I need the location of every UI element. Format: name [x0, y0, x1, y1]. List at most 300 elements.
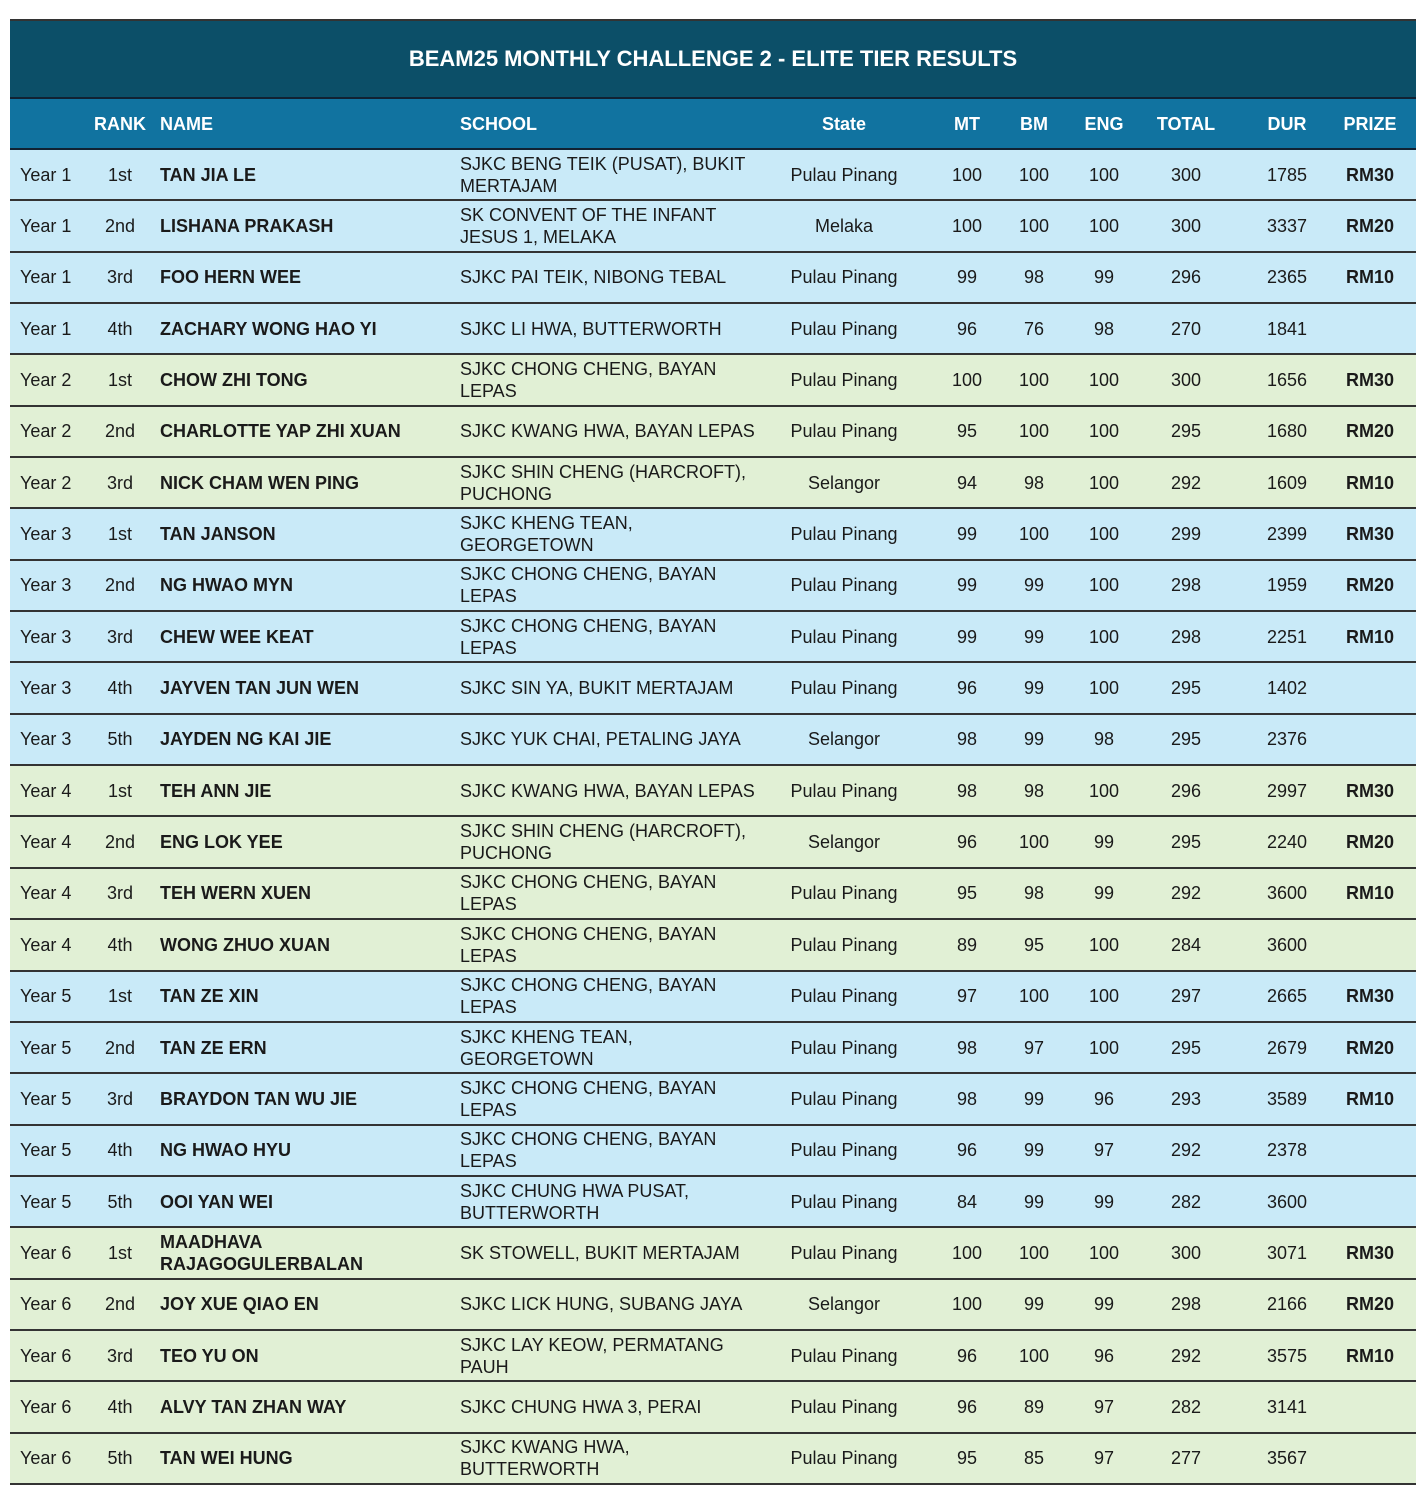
mt-cell: 89 — [956, 934, 978, 955]
rank-cell: 1st — [107, 164, 132, 185]
header-bm: BM — [1020, 113, 1048, 134]
rank-cell: 5th — [107, 1448, 133, 1469]
prize-cell: RM10 — [1345, 472, 1394, 493]
dur-cell: 2399 — [1266, 524, 1308, 545]
school-cell: SJKC CHUNG HWA 3, PERAI — [460, 1396, 702, 1417]
state-cell: Pulau Pinang — [790, 1088, 898, 1109]
total-cell: 277 — [1170, 1448, 1202, 1469]
dur-cell: 1609 — [1266, 472, 1308, 493]
state-cell: Pulau Pinang — [790, 883, 898, 904]
total-cell: 300 — [1170, 164, 1202, 185]
mt-cell: 98 — [956, 729, 978, 750]
state-cell: Selangor — [807, 472, 881, 493]
year-cell: Year 5 — [20, 986, 72, 1007]
eng-cell: 98 — [1093, 729, 1115, 750]
state-cell: Pulau Pinang — [790, 1345, 898, 1366]
table-row — [10, 1023, 1416, 1074]
mt-cell: 95 — [956, 421, 978, 442]
name-cell: TEH ANN JIE — [160, 780, 272, 801]
table-row — [10, 869, 1416, 920]
state-cell: Pulau Pinang — [790, 986, 898, 1007]
header-prize: PRIZE — [1343, 113, 1397, 134]
prize-cell: RM20 — [1345, 421, 1394, 442]
rank-cell: 3rd — [106, 626, 133, 647]
total-cell: 300 — [1170, 216, 1202, 237]
eng-cell: 99 — [1093, 267, 1115, 288]
total-cell: 293 — [1170, 1088, 1202, 1109]
dur-cell: 3589 — [1266, 1088, 1308, 1109]
bm-cell: 98 — [1023, 883, 1045, 904]
bm-cell: 99 — [1023, 678, 1045, 699]
table-row — [10, 458, 1416, 509]
state-cell: Pulau Pinang — [790, 1448, 898, 1469]
name-cell: CHEW WEE KEAT — [160, 626, 314, 647]
bm-cell: 97 — [1023, 1037, 1045, 1058]
rank-cell: 1st — [107, 986, 132, 1007]
prize-cell — [1330, 1177, 1410, 1226]
table-row — [10, 201, 1416, 252]
name-cell: OOI YAN WEI — [160, 1191, 274, 1212]
year-cell: Year 3 — [20, 575, 72, 596]
dur-cell: 2240 — [1266, 832, 1308, 853]
year-cell: Year 2 — [20, 472, 72, 493]
header-rank: RANK — [94, 113, 146, 134]
eng-cell: 100 — [1088, 524, 1120, 545]
year-cell: Year 6 — [20, 1345, 72, 1366]
mt-cell: 94 — [956, 472, 978, 493]
total-cell: 295 — [1170, 729, 1202, 750]
table-row — [10, 509, 1416, 560]
eng-cell: 99 — [1093, 832, 1115, 853]
name-cell: TAN ZE XIN — [160, 986, 259, 1007]
table-row — [10, 920, 1416, 971]
state-cell: Pulau Pinang — [790, 370, 898, 391]
header-total: TOTAL — [1156, 113, 1216, 134]
prize-cell: RM30 — [1345, 524, 1394, 545]
bm-cell: 99 — [1023, 626, 1045, 647]
prize-cell: RM20 — [1345, 832, 1394, 853]
school-cell: SK CONVENT OF THE INFANT JESUS 1, MELAKA — [460, 205, 717, 248]
total-cell: 300 — [1170, 370, 1202, 391]
bm-cell: 99 — [1023, 1191, 1045, 1212]
state-cell: Pulau Pinang — [790, 421, 898, 442]
rank-cell: 2nd — [104, 1294, 136, 1315]
state-cell: Pulau Pinang — [790, 626, 898, 647]
dur-cell: 3575 — [1266, 1345, 1308, 1366]
dur-cell: 1841 — [1266, 318, 1308, 339]
state-cell: Pulau Pinang — [790, 1037, 898, 1058]
rank-cell: 4th — [107, 318, 133, 339]
rank-cell: 4th — [107, 934, 133, 955]
total-cell: 297 — [1170, 986, 1202, 1007]
eng-cell: 100 — [1088, 216, 1120, 237]
dur-cell: 3071 — [1266, 1242, 1308, 1263]
prize-cell: RM20 — [1345, 216, 1394, 237]
school-cell: SJKC SHIN CHENG (HARCROFT), PUCHONG — [460, 821, 747, 864]
mt-cell: 96 — [956, 832, 978, 853]
total-cell: 299 — [1170, 524, 1202, 545]
school-cell: SJKC CHONG CHENG, BAYAN LEPAS — [460, 1129, 717, 1172]
table-row — [10, 817, 1416, 868]
dur-cell: 1680 — [1266, 421, 1308, 442]
state-cell: Pulau Pinang — [790, 1242, 898, 1263]
year-cell: Year 6 — [20, 1448, 72, 1469]
total-cell: 270 — [1170, 318, 1202, 339]
prize-cell: RM30 — [1345, 986, 1394, 1007]
bm-cell: 89 — [1023, 1396, 1045, 1417]
dur-cell: 2665 — [1266, 986, 1308, 1007]
state-cell: Selangor — [807, 832, 881, 853]
table-row — [10, 407, 1416, 458]
name-cell: ALVY TAN ZHAN WAY — [160, 1396, 347, 1417]
bm-cell: 100 — [1018, 421, 1050, 442]
rank-cell: 1st — [107, 524, 132, 545]
name-cell: ENG LOK YEE — [160, 832, 283, 853]
state-cell: Pulau Pinang — [790, 1191, 898, 1212]
eng-cell: 97 — [1093, 1396, 1115, 1417]
bm-cell: 85 — [1023, 1448, 1045, 1469]
mt-cell: 98 — [956, 1088, 978, 1109]
mt-cell: 100 — [951, 216, 983, 237]
eng-cell: 99 — [1093, 883, 1115, 904]
prize-cell: RM10 — [1345, 1088, 1394, 1109]
state-cell: Pulau Pinang — [790, 1140, 898, 1161]
prize-cell: RM20 — [1345, 1294, 1394, 1315]
bm-cell: 99 — [1023, 1088, 1045, 1109]
rank-cell: 1st — [107, 1242, 132, 1263]
dur-cell: 1959 — [1266, 575, 1308, 596]
rank-cell: 4th — [107, 1140, 133, 1161]
name-cell: CHOW ZHI TONG — [160, 370, 308, 391]
name-cell: TAN JANSON — [160, 524, 276, 545]
school-cell: SJKC CHONG CHENG, BAYAN LEPAS — [460, 564, 717, 607]
prize-cell: RM30 — [1345, 370, 1394, 391]
total-cell: 292 — [1170, 472, 1202, 493]
total-cell: 295 — [1170, 421, 1202, 442]
mt-cell: 100 — [951, 370, 983, 391]
header-school: SCHOOL — [460, 113, 538, 134]
name-cell: TEH WERN XUEN — [160, 883, 312, 904]
total-cell: 295 — [1170, 1037, 1202, 1058]
year-cell: Year 5 — [20, 1140, 72, 1161]
mt-cell: 99 — [956, 524, 978, 545]
header-state: State — [821, 113, 866, 134]
prize-cell — [1330, 920, 1410, 969]
eng-cell: 100 — [1088, 678, 1120, 699]
bm-cell: 100 — [1018, 370, 1050, 391]
mt-cell: 96 — [956, 1396, 978, 1417]
state-cell: Selangor — [807, 729, 881, 750]
mt-cell: 96 — [956, 1140, 978, 1161]
eng-cell: 99 — [1093, 1294, 1115, 1315]
state-cell: Pulau Pinang — [790, 318, 898, 339]
bm-cell: 100 — [1018, 986, 1050, 1007]
dur-cell: 2997 — [1266, 780, 1308, 801]
mt-cell: 95 — [956, 1448, 978, 1469]
total-cell: 292 — [1170, 883, 1202, 904]
total-cell: 298 — [1170, 1294, 1202, 1315]
name-cell: JAYDEN NG KAI JIE — [160, 729, 332, 750]
state-cell: Melaka — [814, 216, 874, 237]
rank-cell: 2nd — [104, 216, 136, 237]
name-cell: JAYVEN TAN JUN WEN — [160, 678, 360, 699]
school-cell: SJKC CHONG CHENG, BAYAN LEPAS — [460, 615, 717, 658]
table-row — [10, 663, 1416, 714]
eng-cell: 100 — [1088, 986, 1120, 1007]
mt-cell: 99 — [956, 626, 978, 647]
table-row — [10, 715, 1416, 766]
table-row — [10, 1177, 1416, 1228]
year-cell: Year 1 — [20, 267, 72, 288]
dur-cell: 3600 — [1266, 1191, 1308, 1212]
header-eng: ENG — [1084, 113, 1124, 134]
dur-cell: 1656 — [1266, 370, 1308, 391]
name-cell: LISHANA PRAKASH — [160, 216, 334, 237]
dur-cell: 3600 — [1266, 883, 1308, 904]
year-cell: Year 1 — [20, 216, 72, 237]
mt-cell: 99 — [956, 575, 978, 596]
state-cell: Pulau Pinang — [790, 575, 898, 596]
bm-cell: 98 — [1023, 267, 1045, 288]
state-cell: Pulau Pinang — [790, 164, 898, 185]
name-cell: MAADHAVA RAJAGOGULERBALAN — [160, 1231, 364, 1274]
state-cell: Selangor — [807, 1294, 881, 1315]
school-cell: SJKC CHONG CHENG, BAYAN LEPAS — [460, 872, 717, 915]
mt-cell: 97 — [956, 986, 978, 1007]
school-cell: SJKC LI HWA, BUTTERWORTH — [460, 318, 722, 339]
prize-cell — [1330, 1126, 1410, 1175]
bm-cell: 99 — [1023, 1294, 1045, 1315]
dur-cell: 2378 — [1266, 1140, 1308, 1161]
mt-cell: 98 — [956, 780, 978, 801]
table-row — [10, 1434, 1416, 1485]
results-table — [10, 19, 1416, 1485]
year-cell: Year 4 — [20, 883, 72, 904]
year-cell: Year 6 — [20, 1396, 72, 1417]
school-cell: SJKC YUK CHAI, PETALING JAYA — [460, 729, 741, 750]
name-cell: TAN ZE ERN — [160, 1037, 267, 1058]
total-cell: 298 — [1170, 575, 1202, 596]
year-cell: Year 4 — [20, 832, 72, 853]
dur-cell: 3337 — [1266, 216, 1308, 237]
table-body — [10, 150, 1416, 1485]
state-cell: Pulau Pinang — [790, 780, 898, 801]
prize-cell: RM30 — [1345, 164, 1394, 185]
rank-cell: 3rd — [106, 883, 133, 904]
header-name: NAME — [160, 113, 213, 134]
rank-cell: 1st — [107, 780, 132, 801]
year-cell: Year 3 — [20, 626, 72, 647]
year-cell: Year 4 — [20, 780, 72, 801]
prize-cell: RM30 — [1345, 1242, 1394, 1263]
eng-cell: 96 — [1093, 1088, 1115, 1109]
mt-cell: 98 — [956, 1037, 978, 1058]
table-row — [10, 1074, 1416, 1125]
year-cell: Year 1 — [20, 164, 72, 185]
total-cell: 282 — [1170, 1191, 1202, 1212]
eng-cell: 100 — [1088, 1037, 1120, 1058]
dur-cell: 2166 — [1266, 1294, 1308, 1315]
year-cell: Year 6 — [20, 1294, 72, 1315]
school-cell: SJKC KWANG HWA, BAYAN LEPAS — [460, 421, 755, 442]
total-cell: 282 — [1170, 1396, 1202, 1417]
table-row — [10, 1228, 1416, 1279]
bm-cell: 99 — [1023, 729, 1045, 750]
year-cell: Year 5 — [20, 1191, 72, 1212]
table-row — [10, 766, 1416, 817]
school-cell: SJKC CHUNG HWA PUSAT, BUTTERWORTH — [460, 1180, 690, 1223]
eng-cell: 100 — [1088, 575, 1120, 596]
dur-cell: 1785 — [1266, 164, 1308, 185]
eng-cell: 100 — [1088, 164, 1120, 185]
eng-cell: 100 — [1088, 780, 1120, 801]
prize-cell: RM10 — [1345, 267, 1394, 288]
eng-cell: 97 — [1093, 1140, 1115, 1161]
school-cell: SJKC PAI TEIK, NIBONG TEBAL — [460, 267, 727, 288]
prize-cell: RM10 — [1345, 883, 1394, 904]
state-cell: Pulau Pinang — [790, 267, 898, 288]
rank-cell: 5th — [107, 729, 133, 750]
name-cell: NICK CHAM WEN PING — [160, 472, 359, 493]
school-cell: SJKC SHIN CHENG (HARCROFT), PUCHONG — [460, 461, 747, 504]
eng-cell: 100 — [1088, 472, 1120, 493]
rank-cell: 3rd — [106, 1088, 133, 1109]
dur-cell: 3567 — [1266, 1448, 1308, 1469]
dur-cell: 2376 — [1266, 729, 1308, 750]
bm-cell: 100 — [1018, 524, 1050, 545]
rank-cell: 5th — [107, 1191, 133, 1212]
bm-cell: 99 — [1023, 1140, 1045, 1161]
prize-cell: RM30 — [1345, 780, 1394, 801]
school-cell: SK STOWELL, BUKIT MERTAJAM — [460, 1242, 740, 1263]
mt-cell: 99 — [956, 267, 978, 288]
rank-cell: 3rd — [106, 267, 133, 288]
school-cell: SJKC KHENG TEAN, GEORGETOWN — [460, 513, 633, 556]
year-cell: Year 2 — [20, 421, 72, 442]
school-cell: SJKC CHONG CHENG, BAYAN LEPAS — [460, 923, 717, 966]
school-cell: SJKC KHENG TEAN, GEORGETOWN — [460, 1026, 633, 1069]
state-cell: Pulau Pinang — [790, 524, 898, 545]
mt-cell: 100 — [951, 1294, 983, 1315]
state-cell: Pulau Pinang — [790, 1396, 898, 1417]
bm-cell: 100 — [1018, 1242, 1050, 1263]
bm-cell: 99 — [1023, 575, 1045, 596]
table-row — [10, 355, 1416, 406]
dur-cell: 1402 — [1266, 678, 1308, 699]
table-row — [10, 1126, 1416, 1177]
total-cell: 296 — [1170, 267, 1202, 288]
school-cell: SJKC KWANG HWA, BAYAN LEPAS — [460, 780, 755, 801]
mt-cell: 100 — [951, 1242, 983, 1263]
mt-cell: 96 — [956, 1345, 978, 1366]
school-cell: SJKC CHONG CHENG, BAYAN LEPAS — [460, 359, 717, 402]
state-cell: Pulau Pinang — [790, 934, 898, 955]
total-cell: 295 — [1170, 678, 1202, 699]
bm-cell: 100 — [1018, 832, 1050, 853]
table-row — [10, 253, 1416, 304]
prize-cell: RM10 — [1345, 1345, 1394, 1366]
rank-cell: 2nd — [104, 421, 136, 442]
school-cell: SJKC CHONG CHENG, BAYAN LEPAS — [460, 975, 717, 1018]
mt-cell: 95 — [956, 883, 978, 904]
eng-cell: 98 — [1093, 318, 1115, 339]
name-cell: NG HWAO HYU — [160, 1140, 292, 1161]
school-cell: SJKC BENG TEIK (PUSAT), BUKIT MERTAJAM — [460, 153, 746, 196]
rank-cell: 4th — [107, 678, 133, 699]
table-title: BEAM25 MONTHLY CHALLENGE 2 - ELITE TIER RESULTS — [10, 21, 1416, 99]
eng-cell: 99 — [1093, 1191, 1115, 1212]
total-cell: 295 — [1170, 832, 1202, 853]
mt-cell: 84 — [956, 1191, 978, 1212]
school-cell: SJKC CHONG CHENG, BAYAN LEPAS — [460, 1077, 717, 1120]
school-cell: SJKC LICK HUNG, SUBANG JAYA — [460, 1294, 743, 1315]
year-cell: Year 1 — [20, 318, 72, 339]
year-cell: Year 6 — [20, 1242, 72, 1263]
rank-cell: 3rd — [106, 472, 133, 493]
table-row — [10, 1331, 1416, 1382]
total-cell: 298 — [1170, 626, 1202, 647]
year-cell: Year 5 — [20, 1088, 72, 1109]
eng-cell: 97 — [1093, 1448, 1115, 1469]
eng-cell: 100 — [1088, 626, 1120, 647]
table-row — [10, 1280, 1416, 1331]
total-cell: 292 — [1170, 1345, 1202, 1366]
year-cell: Year 2 — [20, 370, 72, 391]
dur-cell: 3141 — [1266, 1396, 1308, 1417]
name-cell: CHARLOTTE YAP ZHI XUAN — [160, 421, 401, 442]
dur-cell: 2679 — [1266, 1037, 1308, 1058]
total-cell: 300 — [1170, 1242, 1202, 1263]
school-cell: SJKC SIN YA, BUKIT MERTAJAM — [460, 678, 734, 699]
prize-cell: RM20 — [1345, 1037, 1394, 1058]
year-cell: Year 3 — [20, 729, 72, 750]
prize-cell — [1330, 1434, 1410, 1483]
state-cell: Pulau Pinang — [790, 678, 898, 699]
prize-cell — [1330, 304, 1410, 353]
rank-cell: 2nd — [104, 832, 136, 853]
prize-cell — [1330, 715, 1410, 764]
name-cell: TAN WEI HUNG — [160, 1448, 293, 1469]
rank-cell: 1st — [107, 370, 132, 391]
table-row — [10, 561, 1416, 612]
eng-cell: 96 — [1093, 1345, 1115, 1366]
school-cell: SJKC KWANG HWA, BUTTERWORTH — [460, 1437, 630, 1480]
mt-cell: 100 — [951, 164, 983, 185]
bm-cell: 100 — [1018, 164, 1050, 185]
name-cell: TEO YU ON — [160, 1345, 259, 1366]
dur-cell: 2365 — [1266, 267, 1308, 288]
name-cell: WONG ZHUO XUAN — [160, 934, 330, 955]
header-mt: MT — [954, 113, 980, 134]
eng-cell: 100 — [1088, 934, 1120, 955]
prize-cell — [1330, 1382, 1410, 1431]
header-dur: DUR — [1267, 113, 1307, 134]
total-cell: 292 — [1170, 1140, 1202, 1161]
year-cell: Year 3 — [20, 678, 72, 699]
eng-cell: 100 — [1088, 370, 1120, 391]
name-cell: NG HWAO MYN — [160, 575, 293, 596]
name-cell: ZACHARY WONG HAO YI — [160, 318, 377, 339]
table-row — [10, 612, 1416, 663]
name-cell: JOY XUE QIAO EN — [160, 1294, 319, 1315]
header-row — [10, 99, 1416, 150]
bm-cell: 98 — [1023, 780, 1045, 801]
year-cell: Year 5 — [20, 1037, 72, 1058]
mt-cell: 96 — [956, 678, 978, 699]
year-cell: Year 4 — [20, 934, 72, 955]
table-row — [10, 972, 1416, 1023]
dur-cell: 2251 — [1266, 626, 1308, 647]
